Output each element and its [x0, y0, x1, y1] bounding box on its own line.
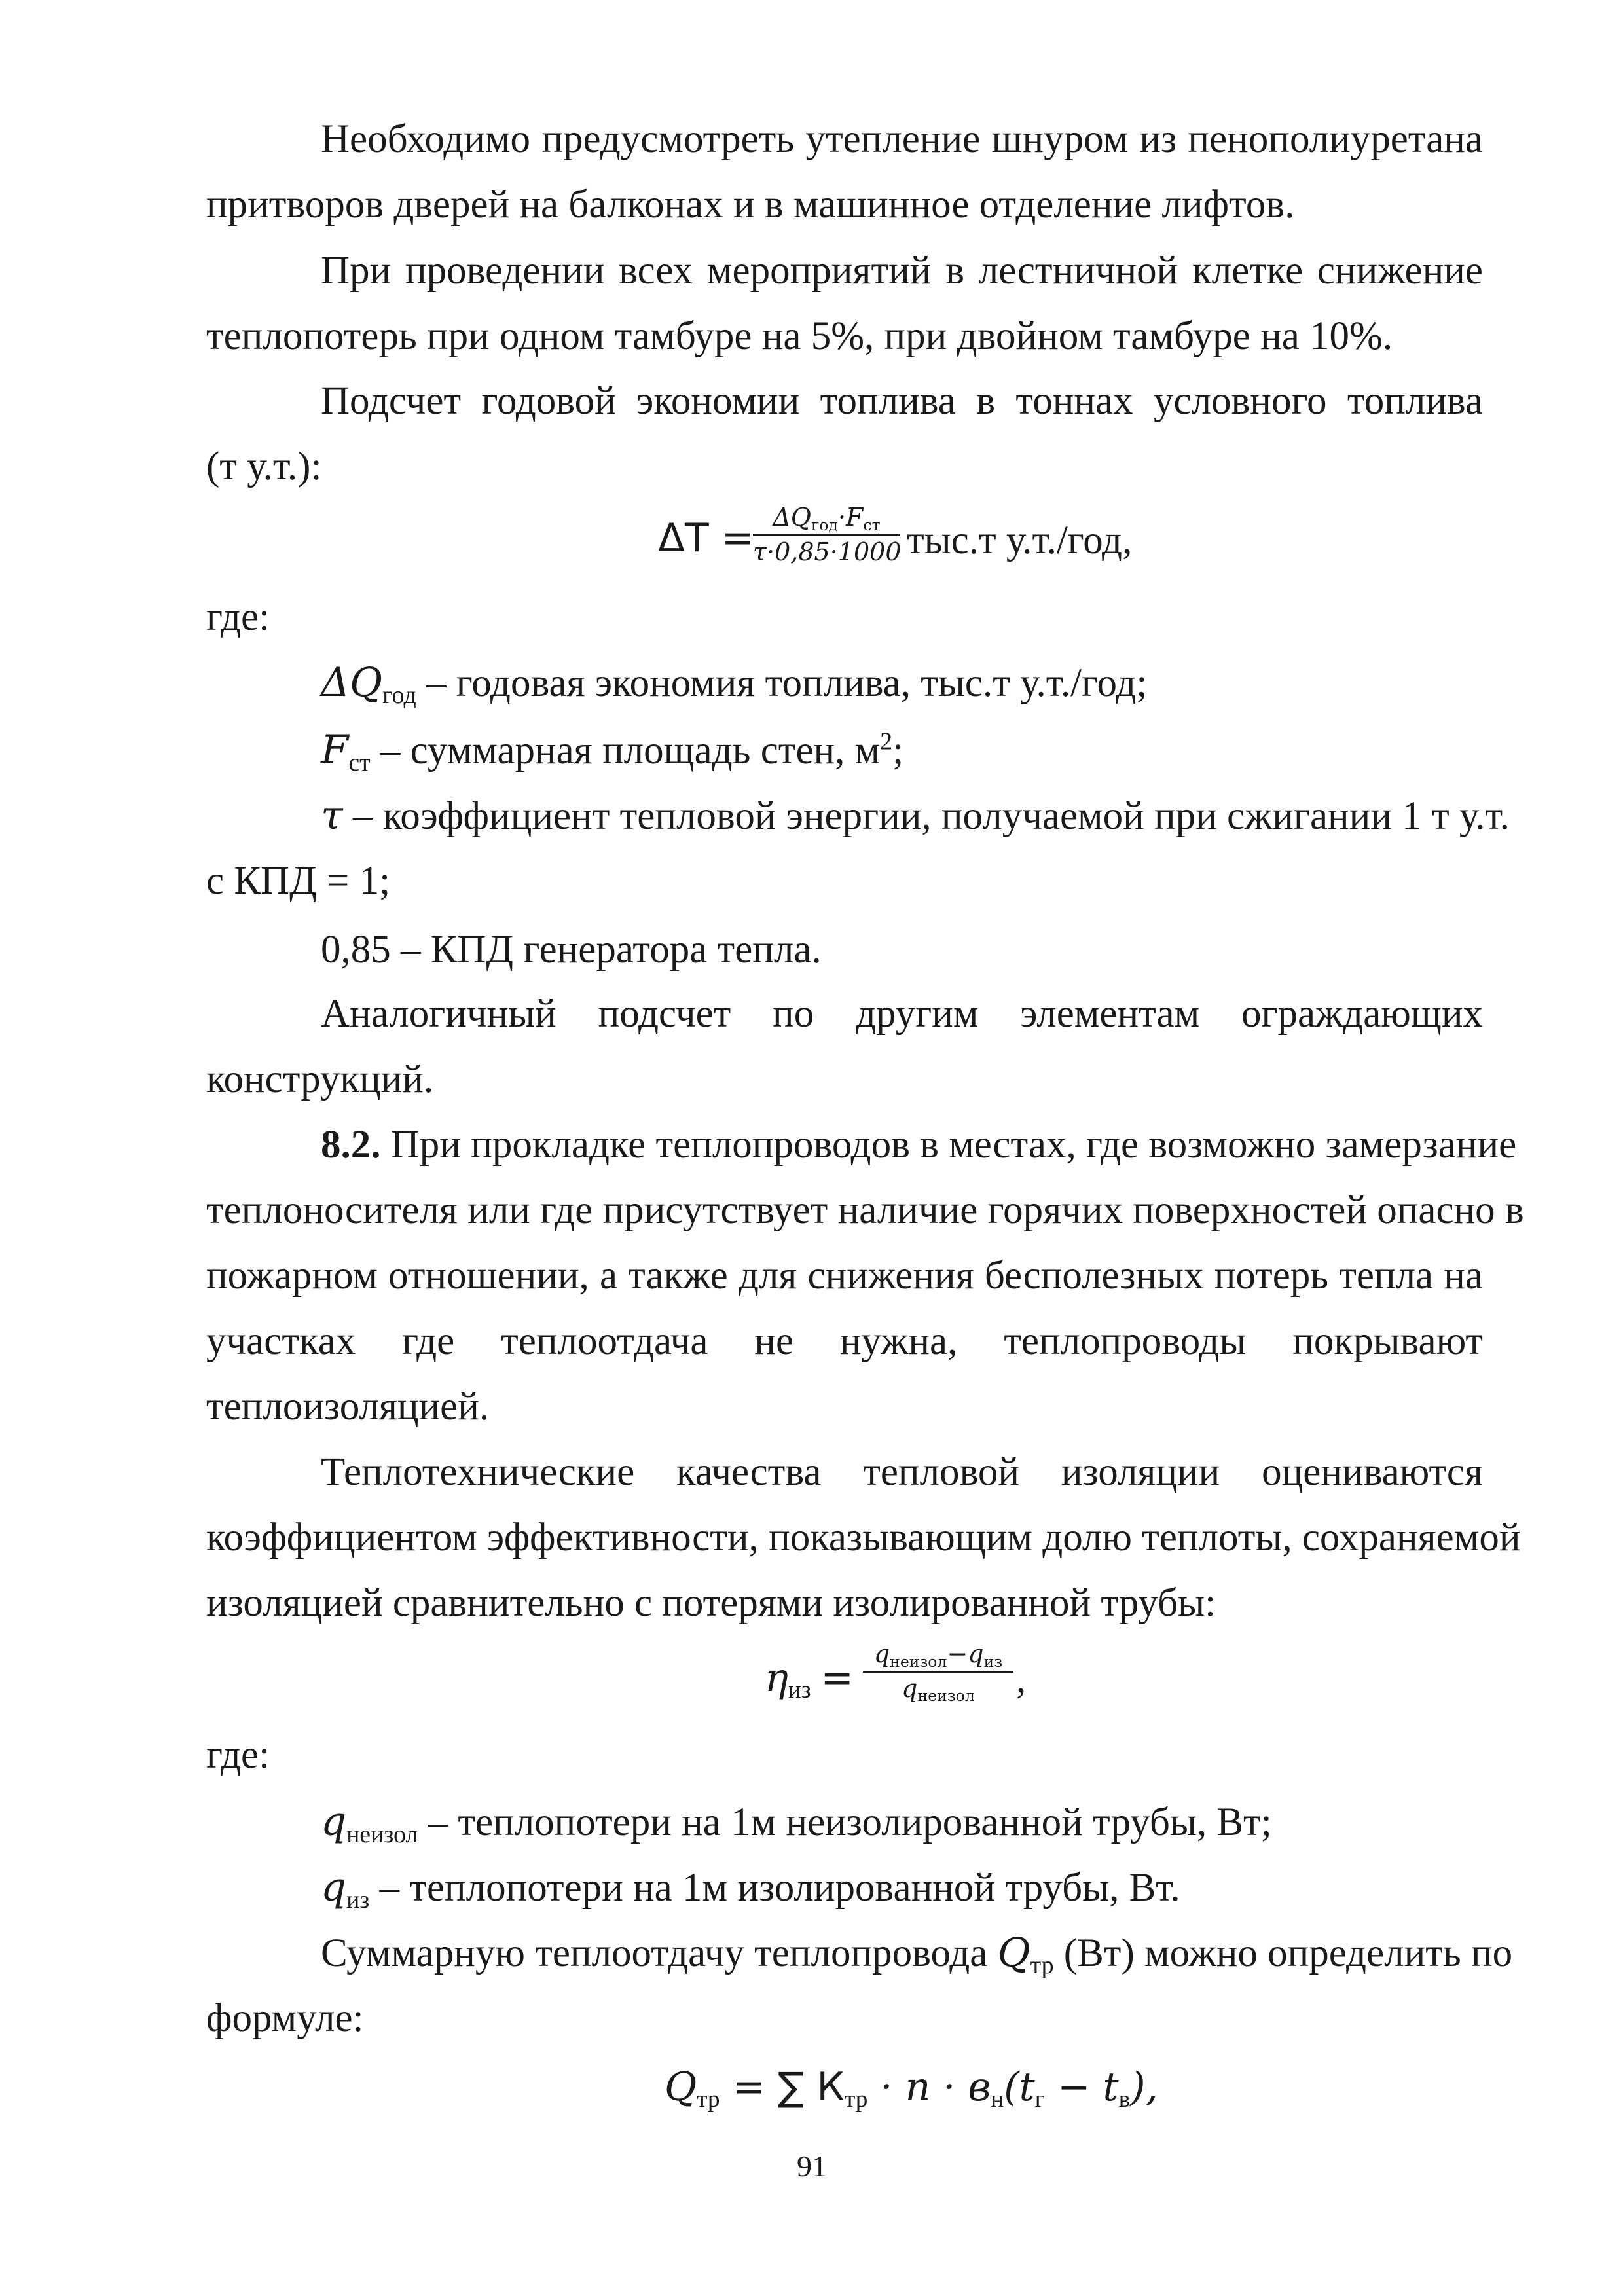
formula-2-fraction-bar: [863, 1671, 1013, 1673]
formula-1-numerator: ΔQгод·Fст: [773, 503, 881, 534]
formula-1-fraction-bar: [753, 534, 900, 536]
formula-1-lhs: ΔT =: [658, 515, 755, 561]
formula-3: Qтр = ∑ Ктр · n · вн(tг − tв),: [665, 2064, 1158, 2113]
paragraph-1-line-1: Необходимо предусмотреть утепление шнуром из пенополиуретана: [321, 117, 1483, 161]
paragraph-7-line-2: формуле:: [206, 1996, 364, 2040]
formula-2-fraction: [863, 1641, 1013, 1703]
where-label-2: где:: [206, 1733, 270, 1777]
paragraph-5-line-5: теплоизоляцией.: [206, 1385, 490, 1429]
paragraph-6-line-1: Теплотехнические качества тепловой изоляции оцениваются: [321, 1450, 1483, 1494]
formula-1-fraction: [753, 504, 900, 566]
paragraph-4-line-2: конструкций.: [206, 1057, 434, 1101]
paragraph-3-line-1: Подсчет годовой экономии топлива в тоннах условного топлива: [321, 379, 1483, 423]
where-label-1: где:: [206, 595, 270, 639]
definition-q-iz: qиз – теплопотери на 1м изолированной трубы, Вт.: [321, 1864, 1180, 1914]
definition-tau-line-2: с КПД = 1;: [206, 859, 391, 903]
paragraph-6-line-3: изоляцией сравнительно с потерями изолированной трубы:: [206, 1581, 1216, 1625]
paragraph-7-line-1: Суммарную теплоотдачу теплопровода Qтр (Вт) можно определить по: [321, 1929, 1513, 1979]
definition-q-neizol: qнеизол – теплопотери на 1м неизолированной трубы, Вт;: [321, 1798, 1272, 1848]
page-number: 91: [797, 2149, 827, 2183]
paragraph-2-line-1: При проведении всех мероприятий в лестничной клетке снижение: [321, 249, 1483, 293]
paragraph-5-line-2: теплоносителя или где присутствует наличие горячих поверхностей опасно в: [206, 1188, 1524, 1232]
formula-2-comma: ,: [1016, 1658, 1027, 1702]
formula-1-unit: тыс.т у.т./год,: [907, 519, 1133, 562]
paragraph-1-line-2: притворов дверей на балконах и в машинное отделение лифтов.: [206, 183, 1295, 227]
definition-tau-line-1: τ – коэффициент тепловой энергии, получаемой при сжигании 1 т у.т.: [321, 792, 1510, 839]
paragraph-3-line-2: (т у.т.):: [206, 445, 322, 488]
formula-2-denominator: qнеизол: [902, 1673, 975, 1705]
formula-1-denominator: τ·0,85·1000: [753, 537, 902, 566]
formula-2-numerator: qнеизол−qиз: [873, 1639, 1003, 1671]
paragraph-5-line-3: пожарном отношении, а также для снижения бесполезных потерь тепла на: [206, 1254, 1483, 1298]
paragraph-4-line-1: Аналогичный подсчет по другим элементам ограждающих: [321, 992, 1483, 1036]
definition-f: Fст – суммарная площадь стен, $м^2$;: [321, 727, 904, 776]
section-number: 8.2.: [321, 1123, 381, 1167]
definition-kpd: 0,85 – КПД генератора тепла.: [321, 928, 822, 972]
paragraph-5-line-1: 8.2. При прокладке теплопроводов в местах, где возможно замерзание: [321, 1123, 1517, 1167]
paragraph-2-line-2: теплопотерь при одном тамбуре на 5%, при двойном тамбуре на 10%.: [206, 314, 1393, 358]
paragraph-6-line-2: коэффициентом эффективности, показывающим долю теплоты, сохраняемой: [206, 1516, 1521, 1559]
paragraph-5-line-4: участках где теплоотдача не нужна, теплопроводы покрывают: [206, 1319, 1483, 1363]
formula-2-lhs: ηиз =: [765, 1655, 854, 1704]
definition-dq: ΔQгод – годовая экономия топлива, тыс.т у.т./год;: [321, 659, 1148, 709]
